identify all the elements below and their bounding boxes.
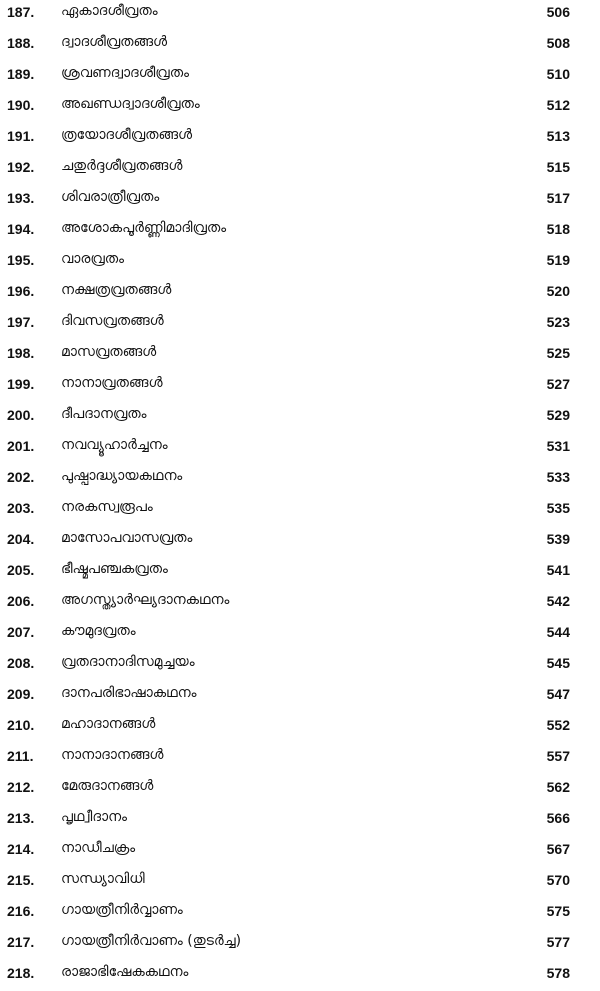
entry-title: നവവ്യൂഹാർച്ചനം <box>61 437 168 453</box>
entry-title: നക്ഷത്രവ്രതങ്ങൾ <box>61 282 172 298</box>
entry-title: അഗസ്ത്യാർഘ്യദാനകഥനം <box>61 592 230 608</box>
entry-number: 210. <box>7 717 35 733</box>
entry-number: 203. <box>7 500 35 516</box>
toc-entry <box>0 620 600 650</box>
entry-page-number: 508 <box>546 35 570 51</box>
entry-page-number: 523 <box>546 314 570 330</box>
entry-page-number: 518 <box>546 221 570 237</box>
entry-number: 209. <box>7 686 35 702</box>
entry-title: നരകസ്വരൂപം <box>61 499 153 515</box>
entry-number: 196. <box>7 283 35 299</box>
entry-title: മേരുദാനങ്ങൾ <box>61 778 154 794</box>
entry-title: ഗായത്രീനിർവാണം (തുടർച്ച) <box>61 933 242 949</box>
entry-page-number: 545 <box>546 655 570 671</box>
entry-page-number: 513 <box>546 128 570 144</box>
entry-page-number: 539 <box>546 531 570 547</box>
entry-number: 197. <box>7 314 35 330</box>
entry-page-number: 557 <box>546 748 570 764</box>
toc-entry <box>0 248 600 278</box>
entry-title: സന്ധ്യാവിധി <box>61 871 145 887</box>
toc-entry <box>0 217 600 247</box>
entry-number: 201. <box>7 438 35 454</box>
entry-number: 192. <box>7 159 35 175</box>
toc-entry <box>0 527 600 557</box>
entry-number: 193. <box>7 190 35 206</box>
entry-number: 202. <box>7 469 35 485</box>
toc-entry <box>0 124 600 154</box>
entry-number: 204. <box>7 531 35 547</box>
toc-entry <box>0 775 600 805</box>
entry-title: ശ്രവണദ്വാദശീവ്രതം <box>61 65 189 81</box>
entry-page-number: 525 <box>546 345 570 361</box>
entry-title: ദാനപരിഭാഷാകഥനം <box>61 685 197 701</box>
entry-number: 199. <box>7 376 35 392</box>
toc-entry <box>0 496 600 526</box>
entry-title: വ്രതദാനാദിസമുച്ചയം <box>61 654 195 670</box>
entry-page-number: 510 <box>546 66 570 82</box>
toc-entry <box>0 62 600 92</box>
entry-title: രാജാഭിഷേകകഥനം <box>61 964 189 980</box>
entry-title: നാഡീചക്രം <box>61 840 136 856</box>
entry-title: ഭീഷ്മപഞ്ചകവ്രതം <box>61 561 168 577</box>
entry-number: 214. <box>7 841 35 857</box>
toc-entry <box>0 0 600 30</box>
entry-page-number: 533 <box>546 469 570 485</box>
entry-page-number: 578 <box>546 965 570 981</box>
entry-page-number: 544 <box>546 624 570 640</box>
toc-entry <box>0 31 600 61</box>
toc-entry <box>0 186 600 216</box>
entry-number: 212. <box>7 779 35 795</box>
entry-title: മാസവ്രതങ്ങൾ <box>61 344 157 360</box>
toc-entry <box>0 341 600 371</box>
entry-number: 207. <box>7 624 35 640</box>
entry-title: വാരവ്രതം <box>61 251 125 267</box>
toc-entry <box>0 589 600 619</box>
toc-entry <box>0 279 600 309</box>
entry-page-number: 529 <box>546 407 570 423</box>
toc-entry <box>0 310 600 340</box>
toc-entry <box>0 930 600 960</box>
entry-number: 216. <box>7 903 35 919</box>
entry-title: അഖണ്ഡദ്വാദശീവ്രതം <box>61 96 200 112</box>
entry-number: 198. <box>7 345 35 361</box>
entry-number: 215. <box>7 872 35 888</box>
entry-page-number: 520 <box>546 283 570 299</box>
entry-number: 189. <box>7 66 35 82</box>
entry-page-number: 506 <box>546 4 570 20</box>
entry-number: 217. <box>7 934 35 950</box>
entry-number: 190. <box>7 97 35 113</box>
entry-page-number: 535 <box>546 500 570 516</box>
toc-entry <box>0 651 600 681</box>
entry-number: 195. <box>7 252 35 268</box>
entry-number: 188. <box>7 35 35 51</box>
entry-title: ഏകാദശീവ്രതം <box>61 3 158 19</box>
toc-entry <box>0 744 600 774</box>
toc-entry <box>0 372 600 402</box>
entry-page-number: 531 <box>546 438 570 454</box>
toc-entry <box>0 806 600 836</box>
entry-page-number: 515 <box>546 159 570 175</box>
entry-page-number: 512 <box>546 97 570 113</box>
entry-title: ദ്വാദശീവ്രതങ്ങൾ <box>61 34 168 50</box>
entry-page-number: 519 <box>546 252 570 268</box>
entry-title: നാനാവ്രതങ്ങൾ <box>61 375 163 391</box>
entry-number: 218. <box>7 965 35 981</box>
toc-entry <box>0 403 600 433</box>
toc-entry <box>0 558 600 588</box>
entry-page-number: 552 <box>546 717 570 733</box>
entry-number: 194. <box>7 221 35 237</box>
entry-title: പൃഥ്വീദാനം <box>61 809 127 825</box>
toc-entry <box>0 713 600 743</box>
toc-entry <box>0 961 600 991</box>
entry-title: കൗമുദവ്രതം <box>61 623 136 639</box>
entry-page-number: 542 <box>546 593 570 609</box>
entry-title: മാസോപവാസവ്രതം <box>61 530 193 546</box>
entry-title: ദിവസവ്രതങ്ങൾ <box>61 313 164 329</box>
entry-page-number: 575 <box>546 903 570 919</box>
entry-title: നാനാദാനങ്ങൾ <box>61 747 164 763</box>
entry-title: ഗായത്രീനിർവ്വാണം <box>61 902 183 918</box>
entry-page-number: 577 <box>546 934 570 950</box>
entry-title: ശിവരാത്രീവ്രതം <box>61 189 160 205</box>
entry-number: 191. <box>7 128 35 144</box>
entry-number: 211. <box>7 748 34 764</box>
toc-entry <box>0 837 600 867</box>
entry-number: 208. <box>7 655 35 671</box>
entry-number: 206. <box>7 593 35 609</box>
entry-page-number: 566 <box>546 810 570 826</box>
entry-number: 205. <box>7 562 35 578</box>
entry-title: പുഷ്പാദ്ധ്യായകഥനം <box>61 468 183 484</box>
entry-page-number: 541 <box>546 562 570 578</box>
toc-entry <box>0 93 600 123</box>
toc-entry <box>0 899 600 929</box>
entry-title: അശോകപൂർണ്ണിമാദിവ്രതം <box>61 220 227 236</box>
entry-page-number: 567 <box>546 841 570 857</box>
entry-number: 200. <box>7 407 35 423</box>
toc-entry <box>0 155 600 185</box>
toc-entry <box>0 868 600 898</box>
entry-title: ത്രയോദശീവ്രതങ്ങൾ <box>61 127 193 143</box>
entry-page-number: 562 <box>546 779 570 795</box>
toc-entry <box>0 434 600 464</box>
entry-title: മഹാദാനങ്ങൾ <box>61 716 156 732</box>
entry-title: ദീപദാനവ്രതം <box>61 406 147 422</box>
entry-number: 187. <box>7 4 35 20</box>
entry-page-number: 547 <box>546 686 570 702</box>
toc-entry <box>0 465 600 495</box>
entry-number: 213. <box>7 810 35 826</box>
entry-page-number: 570 <box>546 872 570 888</box>
toc-entry <box>0 682 600 712</box>
entry-title: ചതുർദ്ദശീവ്രതങ്ങൾ <box>61 158 183 174</box>
entry-page-number: 527 <box>546 376 570 392</box>
entry-page-number: 517 <box>546 190 570 206</box>
